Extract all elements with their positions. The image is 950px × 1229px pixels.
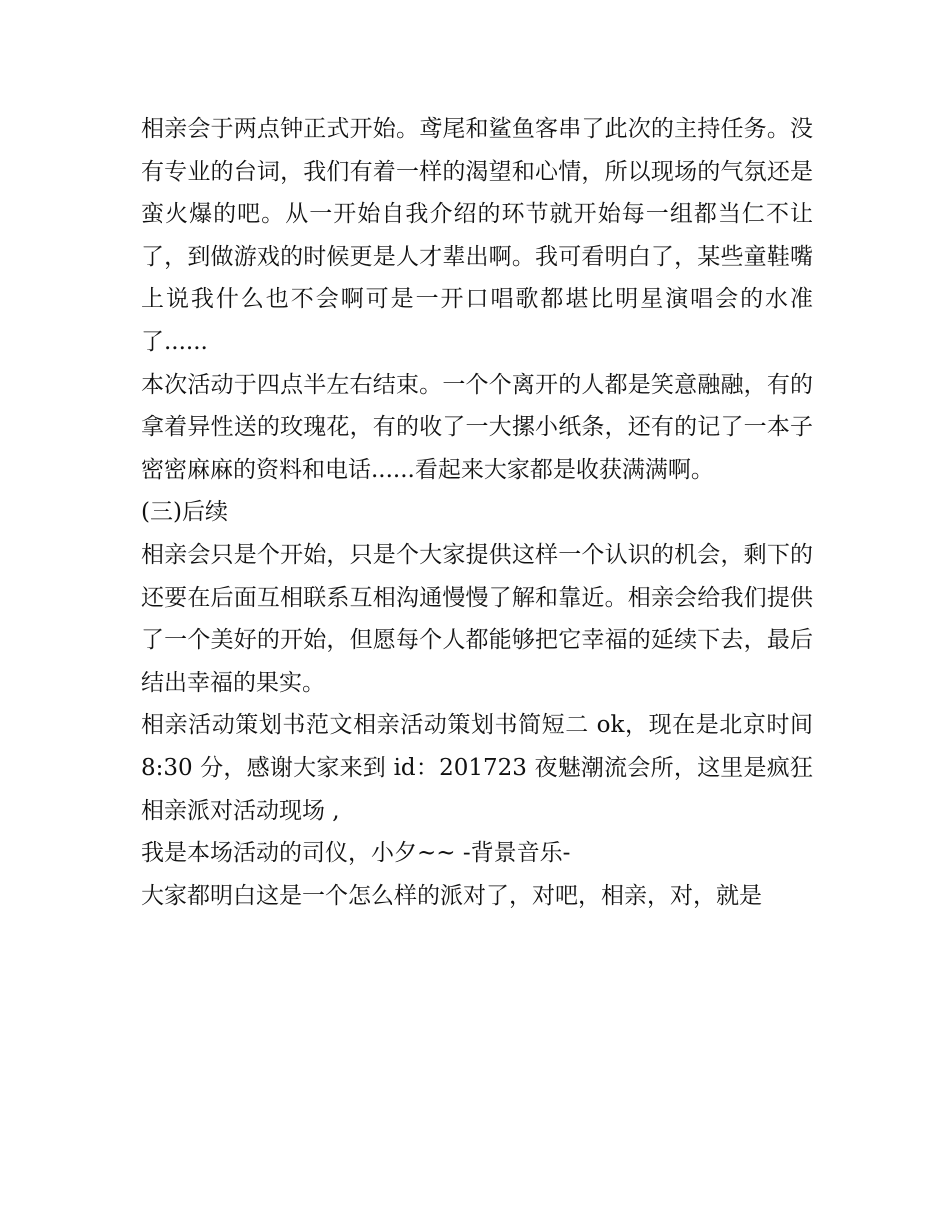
paragraph-opening-event: 相亲会于两点钟正式开始。鸢尾和鲨鱼客串了此次的主持任务。没有专业的台词，我们有着一样的渴望和心情，所以现场的气氛还是蛮火爆的吧。从一开始自我介绍的环节就开始每一组都当仁不让了，到做游戏的时候更是人才辈出啊。我可看明白了，某些童鞋嘴上说我什么也不会啊可是一开口唱歌都堪比明星演唱会的水准了...... xyxy=(141,116,813,355)
paragraph-follow-up: 相亲会只是个开始，只是个大家提供这样一个认识的机会，剩下的还要在后面互相联系互相沟通慢慢了解和靠近。相亲会给我们提供了一个美好的开始，但愿每个人都能够把它幸福的延续下去，最后结出幸福的果实。 xyxy=(141,541,813,696)
paragraph-host-intro: 我是本场活动的司仪，小夕~~ -背景音乐- xyxy=(141,840,571,867)
paragraph-plan-two-intro: 相亲活动策划书范文相亲活动策划书简短二 ok，现在是北京时间 8:30 分，感谢大家来到 id：201723 夜魅潮流会所，这里是疯狂相亲派对活动现场 , xyxy=(141,712,813,824)
body-text xyxy=(141,108,813,917)
section-heading-follow-up: (三)后续 xyxy=(141,499,228,526)
paragraph-party-explanation: 大家都明白这是一个怎么样的派对了，对吧，相亲，对，就是 xyxy=(141,882,762,909)
paragraph-event-end: 本次活动于四点半左右结束。一个个离开的人都是笑意融融，有的拿着异性送的玫瑰花，有的收了一大摞小纸条，还有的记了一本子密密麻麻的资料和电话......看起来大家都是收获满满啊。 xyxy=(141,371,813,483)
